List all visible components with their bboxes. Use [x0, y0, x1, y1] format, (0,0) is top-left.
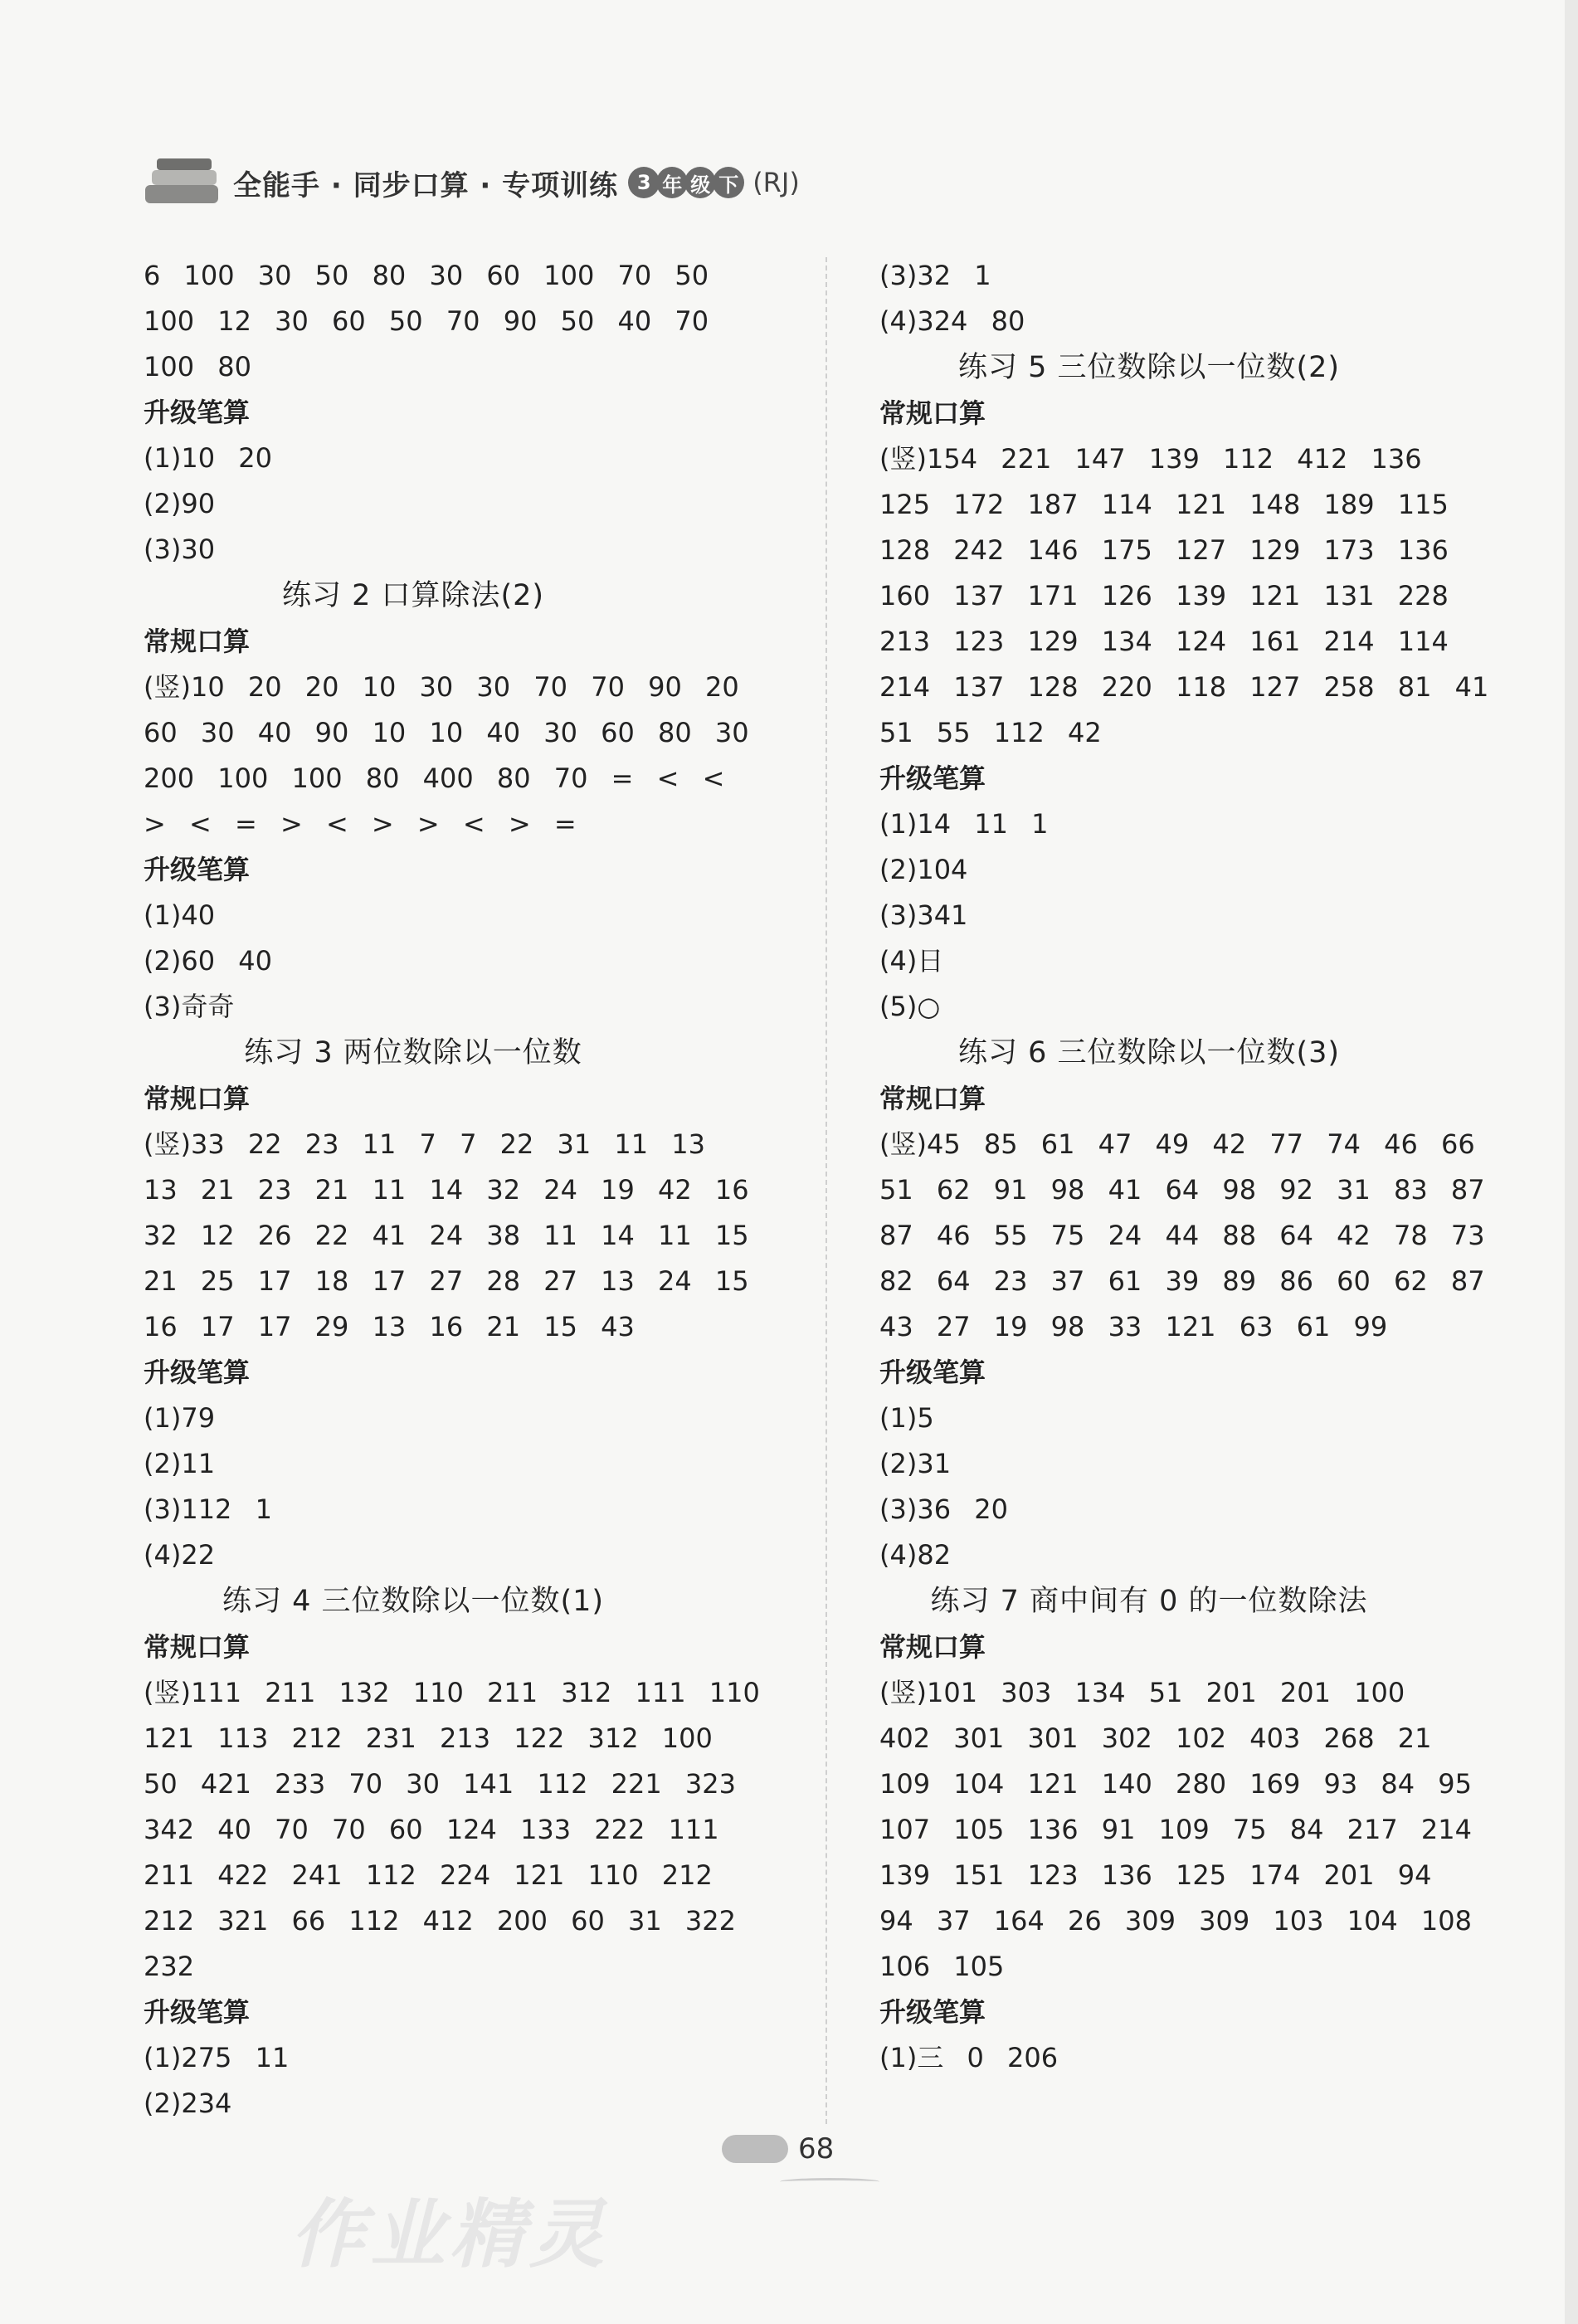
answer-line: 109 104 121 140 280 169 93 84 95 [879, 1768, 1472, 1800]
answer-line: 51 55 112 42 [879, 717, 1102, 748]
answer-line: 50 421 233 70 30 141 112 221 323 [144, 1768, 736, 1800]
answer-line: (1)79 [144, 1402, 216, 1434]
header-title: 全能手 · 同步口算 · 专项训练 [233, 168, 619, 202]
answer-line: (3)36 20 [879, 1493, 1008, 1525]
answer-line: (2)104 [879, 854, 968, 885]
grade-char: 年 [656, 167, 688, 198]
answer-line: 107 105 136 91 109 75 84 217 214 [879, 1814, 1472, 1845]
answer-line: 32 12 26 22 41 24 38 11 14 11 15 [144, 1220, 749, 1251]
answer-line: 16 17 17 29 13 16 21 15 43 [144, 1311, 635, 1342]
grade-char: 3 [628, 167, 660, 198]
answer-line: 212 321 66 112 412 200 60 31 322 [144, 1905, 736, 1937]
subsection-label: 常规口算 [879, 1083, 986, 1114]
answer-line: (竖)33 22 23 11 7 7 22 31 11 13 [144, 1128, 705, 1160]
grade-char: 级 [684, 167, 716, 198]
footer-swoosh [780, 2178, 879, 2185]
answer-line: 100 80 [144, 351, 251, 382]
answer-line: 211 422 241 112 224 121 110 212 [144, 1859, 713, 1891]
answer-line: (2)60 40 [144, 945, 272, 977]
answer-line: (4)22 [144, 1539, 216, 1571]
subsection-label: 常规口算 [144, 626, 251, 657]
answer-line: > < = > < > > < > = [144, 808, 577, 840]
answer-line: (1)10 20 [144, 442, 272, 474]
cloud-icon [722, 2135, 788, 2163]
answer-line: 43 27 19 98 33 121 63 61 99 [879, 1311, 1388, 1342]
answer-line: 100 12 30 60 50 70 90 50 40 70 [144, 305, 709, 337]
page-edge [1565, 0, 1578, 2324]
page-footer [722, 2132, 834, 2166]
column-divider [826, 257, 827, 2124]
subsection-label: 常规口算 [144, 1631, 251, 1663]
answer-line: (2)31 [879, 1448, 952, 1479]
answer-line: (竖)111 211 132 110 211 312 111 110 [144, 1677, 760, 1708]
answer-line: 200 100 100 80 400 80 70 = < < [144, 762, 725, 794]
subsection-label: 升级笔算 [144, 1996, 251, 2028]
answer-line: (竖)10 20 20 10 30 30 70 70 90 20 [144, 671, 739, 703]
answer-line: 213 123 129 134 124 161 214 114 [879, 626, 1449, 657]
grade-badge [628, 167, 741, 198]
subsection-label: 升级笔算 [879, 1357, 986, 1388]
answer-line: (1)275 11 [144, 2042, 290, 2073]
answer-line: 125 172 187 114 121 148 189 115 [879, 489, 1449, 520]
section-title: 练习 2 口算除法(2) [281, 579, 545, 612]
section-title: 练习 7 商中间有 0 的一位数除法 [930, 1585, 1368, 1618]
answer-line: (3)30 [144, 533, 216, 565]
answer-line: (4)324 80 [879, 305, 1025, 337]
answer-line: (竖)45 85 61 47 49 42 77 74 46 66 [879, 1128, 1475, 1160]
answer-line: (1)5 [879, 1402, 934, 1434]
answer-line: (2)234 [144, 2088, 232, 2119]
right-column [879, 253, 1543, 2081]
subsection-label: 常规口算 [144, 1083, 251, 1114]
answer-line: 13 21 23 21 11 14 32 24 19 42 16 [144, 1174, 749, 1206]
subsection-label: 升级笔算 [144, 1357, 251, 1388]
page-number: 68 [798, 2132, 835, 2166]
section-title: 练习 3 两位数除以一位数 [244, 1036, 582, 1069]
watermark: 作业精灵 [290, 2191, 609, 2278]
subsection-label: 常规口算 [879, 397, 986, 429]
answer-line: (1)14 11 1 [879, 808, 1049, 840]
section-title: 练习 5 三位数除以一位数(2) [957, 351, 1341, 384]
answer-line: 21 25 17 18 17 27 28 27 13 24 15 [144, 1265, 749, 1297]
answer-line: 60 30 40 90 10 10 40 30 60 80 30 [144, 717, 749, 748]
subsection-label: 升级笔算 [144, 397, 251, 428]
answer-line: (1)三 0 206 [879, 2042, 1059, 2073]
answer-line: (4)82 [879, 1539, 952, 1571]
answer-line: 6 100 30 50 80 30 60 100 70 50 [144, 260, 709, 291]
answer-line: 128 242 146 175 127 129 173 136 [879, 534, 1449, 566]
answer-line: (2)11 [144, 1448, 216, 1479]
answer-line: (5)○ [879, 991, 941, 1022]
grade-char: 下 [713, 167, 744, 198]
section-title: 练习 4 三位数除以一位数(1) [222, 1585, 605, 1618]
answer-line: (竖)154 221 147 139 112 412 136 [879, 443, 1422, 475]
answer-line: 139 151 123 136 125 174 201 94 [879, 1859, 1432, 1891]
answer-line: (3)奇奇 [144, 991, 235, 1022]
subsection-label: 常规口算 [879, 1631, 986, 1663]
section-title: 练习 6 三位数除以一位数(3) [957, 1036, 1341, 1069]
answer-line: 82 64 23 37 61 39 89 86 60 62 87 [879, 1265, 1485, 1297]
answer-line: 342 40 70 70 60 124 133 222 111 [144, 1814, 719, 1845]
answer-line: (3)112 1 [144, 1493, 272, 1525]
answer-line: (2)90 [144, 488, 216, 519]
answer-line: 51 62 91 98 41 64 98 92 31 83 87 [879, 1174, 1485, 1206]
answer-line: 232 [144, 1951, 195, 1982]
answer-line: 402 301 301 302 102 403 268 21 [879, 1722, 1432, 1754]
answer-line: (3)341 [879, 899, 968, 931]
answer-line: (4)日 [879, 945, 944, 977]
subsection-label: 升级笔算 [144, 854, 251, 885]
answer-line: 106 105 [879, 1951, 1005, 1982]
edition-label: (RJ) [752, 167, 800, 198]
answer-line: 160 137 171 126 139 121 131 228 [879, 580, 1449, 611]
answer-line: 121 113 212 231 213 122 312 100 [144, 1722, 713, 1754]
page-header [145, 149, 800, 216]
subsection-label: 升级笔算 [879, 1996, 986, 2028]
left-column [144, 253, 807, 2127]
books-icon [145, 153, 220, 212]
answer-line: 87 46 55 75 24 44 88 64 42 78 73 [879, 1220, 1485, 1251]
answer-line: (竖)101 303 134 51 201 201 100 [879, 1677, 1405, 1708]
answer-line: (3)32 1 [879, 260, 991, 291]
answer-line: (1)40 [144, 899, 216, 931]
answer-line: 94 37 164 26 309 309 103 104 108 [879, 1905, 1472, 1937]
subsection-label: 升级笔算 [879, 762, 986, 794]
answer-line: 214 137 128 220 118 127 258 81 41 [879, 671, 1489, 703]
